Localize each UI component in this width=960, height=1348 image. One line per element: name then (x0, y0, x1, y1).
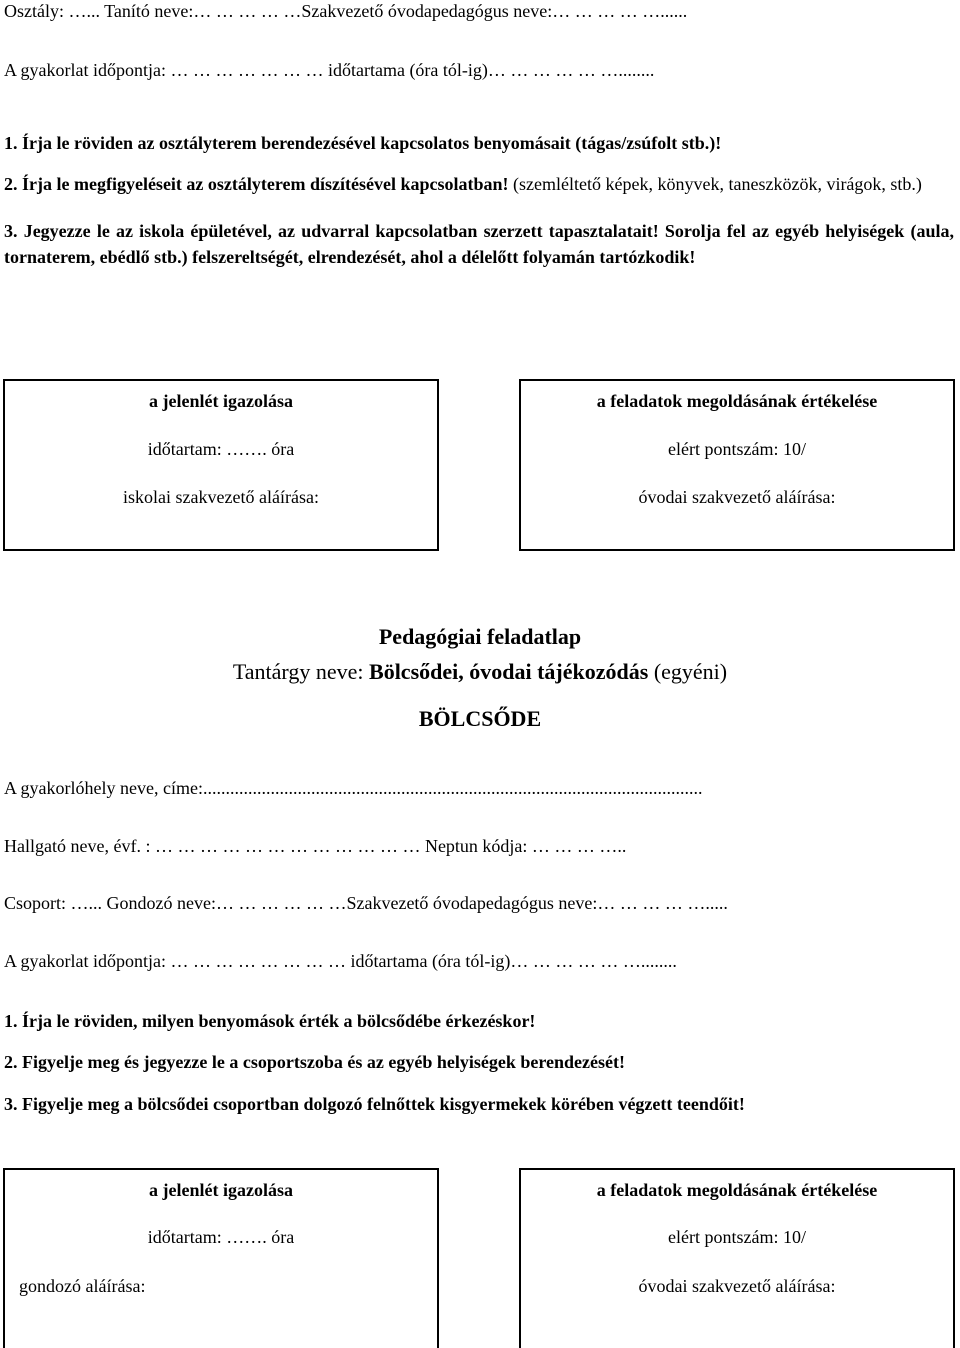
subject-line (0, 659, 960, 685)
attendance-signature: iskolai szakvezető aláírása: (123, 487, 319, 507)
nursery-question-2: 2. Figyelje meg és jegyezze le a csoportszoba és az egyéb helyiségek berendezését! (4, 1052, 625, 1072)
nursery-question-3: 3. Figyelje meg a bölcsődei csoportban dolgozó felnőttek kisgyermekek körében végzett teendőit! (4, 1094, 745, 1114)
question-3: 3. Jegyezze le az iskola épületével, az udvarral kapcsolatban szerzett tapasztalatait! Sorolja fel az egyéb helyiségek (aula, tornaterem, ebédlő stb.) felszereltségét, elrendezését, ahol a délelőtt folyamán tartózkodik! (4, 221, 954, 267)
evaluation-score-2: elért pontszám: 10/ (668, 1227, 806, 1247)
attendance-duration-2: időtartam: ……. óra (147, 1227, 295, 1247)
worksheet-title: Pedagógiai feladatlap (378, 624, 582, 649)
nursery-question-1: 1. Írja le röviden, milyen benyomások érték a bölcsődébe érkezéskor! (4, 1011, 536, 1031)
practice-time-field: A gyakorlat időpontja: … … … … … … … … időtartama (óra tól-ig)… … … … … …........ (4, 951, 677, 971)
question-2-bold: 2. Írja le megfigyeléseit az osztályterem díszítésével kapcsolatban! (4, 174, 509, 194)
evaluation-signature-2: óvodai szakvezető aláírása: (638, 1276, 836, 1296)
evaluation-score: elért pontszám: 10/ (668, 439, 806, 459)
attendance-box (3, 379, 439, 551)
evaluation-box (519, 379, 955, 551)
evaluation-box-2 (519, 1168, 955, 1348)
attendance-box-2 (3, 1168, 439, 1348)
evaluation-title: a feladatok megoldásának értékelése (596, 391, 878, 411)
student-name-field: Hallgató neve, évf. : … … … … … … … … … … … … Neptun kódja: … … … ….. (4, 836, 627, 856)
evaluation-title-2: a feladatok megoldásának értékelése (596, 1180, 878, 1200)
group-caretaker-field: Csoport: …... Gondozó neve:… … … … … …Szakvezető óvodapedagógus neve:… … … … …..... (4, 893, 728, 913)
subject-prefix: Tantárgy neve: (232, 659, 370, 684)
attendance-title: a jelenlét igazolása (149, 391, 293, 411)
header-practice-time-line: A gyakorlat időpontja: … … … … … … … időtartama (óra tól-ig)… … … … … …........ (4, 60, 655, 80)
place-heading: BÖLCSŐDE (418, 706, 542, 731)
subject-name: Bölcsődei, óvodai tájékozódás (369, 659, 649, 684)
question-2-note: (szemléltető képek, könyvek, taneszközök, virágok, stb.) (508, 174, 922, 194)
practice-place-field: A gyakorlóhely neve, címe:............................................................................................................... (4, 778, 703, 798)
attendance-duration: időtartam: ……. óra (147, 439, 295, 459)
caretaker-signature: gondozó aláírása: (19, 1276, 146, 1296)
question-2 (4, 172, 954, 196)
evaluation-signature: óvodai szakvezető aláírása: (638, 487, 836, 507)
header-class-teacher-line: Osztály: …... Tanító neve:… … … … …Szakvezető óvodapedagógus neve:… … … … …...... (4, 1, 688, 21)
question-1: 1. Írja le röviden az osztályterem berendezésével kapcsolatos benyomásait (tágas/zsúfolt stb.)! (4, 133, 722, 153)
subject-suffix: (egyéni) (648, 659, 728, 684)
attendance-title-2: a jelenlét igazolása (149, 1180, 293, 1200)
